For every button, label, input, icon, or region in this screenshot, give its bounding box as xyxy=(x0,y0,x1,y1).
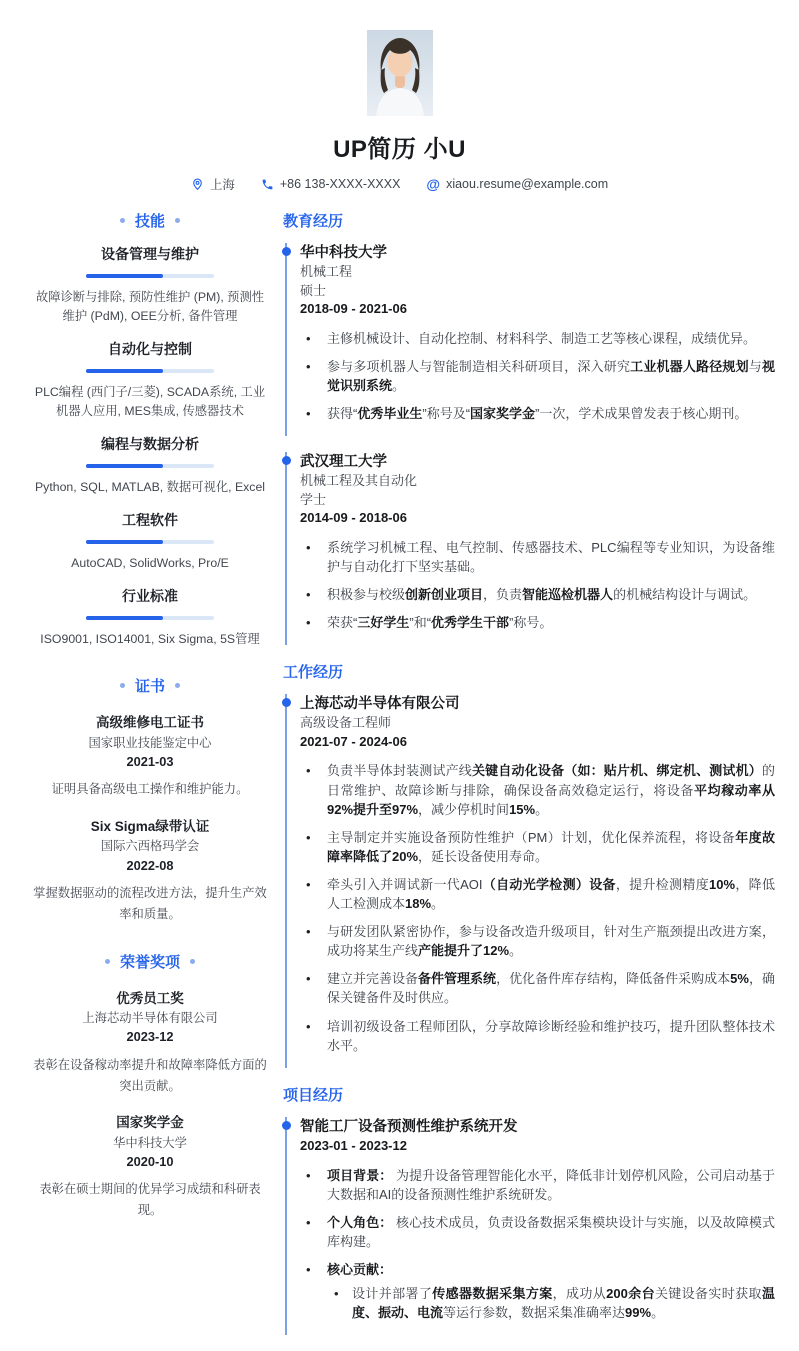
bullet-item: • 获得“优秀毕业生”称号及“国家奖学金”一次，学术成果曾发表于核心期刊。 xyxy=(300,404,775,423)
bullet-list xyxy=(300,1166,775,1323)
bullet-item: • 主修机械设计、自动化控制、材料科学、制造工艺等核心课程，成绩优异。 xyxy=(300,329,775,348)
school-name: 武汉理工大学 xyxy=(300,454,387,471)
skill-level-fill xyxy=(86,540,163,544)
certificate-name: 高级维修电工证书 xyxy=(96,715,204,731)
sidebar xyxy=(30,208,270,1221)
certificates-section-title xyxy=(30,675,270,696)
bullet-item: • 培训初级设备工程师团队，分享故障诊断经验和维护技巧，提升团队整体技术水平。 xyxy=(300,1017,775,1055)
bullet-item: • 主导制定并实施设备预防性维护（PM）计划，优化保养流程，将设备年度故障率降低了20%，延长设备使用寿命。 xyxy=(300,828,775,866)
skill-group xyxy=(30,434,270,497)
honor-issuer: 华中科技大学 xyxy=(113,1135,187,1150)
work-section-title: 工作经历 xyxy=(283,664,344,682)
degree: 学士 xyxy=(300,491,327,507)
location-pin-icon xyxy=(191,178,204,191)
sub-bullet-list xyxy=(327,1284,775,1322)
skill-group xyxy=(30,339,270,421)
skill-level-fill xyxy=(86,274,163,278)
skill-name: 编程与数据分析 xyxy=(101,436,199,453)
date-range: 2023-01 - 2023-12 xyxy=(300,1138,407,1154)
certificate-issuer: 国际六西格玛学会 xyxy=(100,839,200,854)
bullet-item: • 积极参与校级创新创业项目，负责智能巡检机器人的机械结构设计与调试。 xyxy=(300,585,775,604)
honors-section-title-text: 荣誉奖项 xyxy=(119,953,180,971)
bullet-item: • 项目背景： 为提升设备管理智能化水平，降低非计划停机风险，公司启动基于大数据和AI的设备预测性维护系统研发。 xyxy=(300,1166,775,1204)
honors-section-title xyxy=(30,951,270,972)
bullet-list xyxy=(300,538,775,632)
certificate-name: Six Sigma绿带认证 xyxy=(90,819,210,835)
dot-decoration-icon xyxy=(120,218,125,223)
contact-location-text: 上海 xyxy=(209,178,235,192)
project-name: 智能工厂设备预测性维护系统开发 xyxy=(300,1118,518,1135)
content-columns xyxy=(0,193,799,1351)
job-title: 高级设备工程师 xyxy=(300,715,392,731)
major: 机械工程 xyxy=(300,264,353,280)
contact-location xyxy=(191,175,235,193)
bullet-label: 核心贡献： xyxy=(327,1262,393,1277)
dot-decoration-icon xyxy=(175,218,180,223)
school-name: 华中科技大学 xyxy=(300,245,387,261)
skills-section-title xyxy=(30,210,270,231)
skill-group xyxy=(30,510,270,573)
honor-name: 优秀员工奖 xyxy=(116,990,184,1006)
honor-item xyxy=(30,989,270,1097)
major: 机械工程及其自动化 xyxy=(300,473,418,489)
contact-row xyxy=(0,175,799,193)
skill-level-fill xyxy=(86,369,163,373)
work-section xyxy=(283,661,775,1068)
certificates-section xyxy=(30,675,270,924)
certificate-item xyxy=(30,817,270,925)
bullet-list xyxy=(300,761,775,1054)
main-column xyxy=(283,208,775,1351)
sub-bullet-item: • 设计并部署了传感器数据采集方案，成功从200余台关键设备实时获取温度、振动、电流等运行参数，数据采集准确率达99%。 xyxy=(327,1284,775,1322)
date-range: 2021-07 - 2024-06 xyxy=(300,733,407,749)
honor-description: 表彰在硕士期间的优异学习成绩和科研表现。 xyxy=(39,1182,261,1218)
bullet-item xyxy=(300,1260,775,1322)
work-entry xyxy=(285,694,775,1068)
honor-issuer: 上海芯动半导体有限公司 xyxy=(82,1011,218,1025)
certificate-date: 2022-08 xyxy=(126,857,174,873)
contact-email-text: xiaou.resume@example.com xyxy=(446,177,609,191)
skill-level-bar xyxy=(86,616,214,620)
education-section xyxy=(283,210,775,645)
bullet-item: • 牵头引入并调试新一代AOI（自动光学检测）设备，提升检测精度10%，降低人工检测成本18%。 xyxy=(300,875,775,913)
honor-description: 表彰在设备稼动率提升和故障率降低方面的突出贡献。 xyxy=(33,1057,267,1093)
skill-group xyxy=(30,244,270,326)
honor-date: 2020-10 xyxy=(126,1154,174,1170)
skill-level-bar xyxy=(86,464,214,468)
date-range: 2018-09 - 2021-06 xyxy=(300,301,407,317)
certificate-description: 掌握数据驱动的流程改进方法，提升生产效率和质量。 xyxy=(33,885,267,921)
skill-name: 自动化与控制 xyxy=(108,341,192,358)
skill-group xyxy=(30,586,270,649)
honors-section xyxy=(30,951,270,1221)
bullet-item: • 负责半导体封装测试产线关键自动化设备（如：贴片机、绑定机、测试机）的日常维护、故障诊断与排除，确保设备高效稳定运行，将设备平均稼动率从92%提升至97%，减少停机时间15%。 xyxy=(300,761,775,818)
skill-items: Python, SQL, MATLAB, 数据可视化, Excel xyxy=(34,480,266,495)
bullet-item: • 建立并完善设备备件管理系统，优化备件库存结构，降低备件采购成本5%，确保关键备件及时供应。 xyxy=(300,969,775,1007)
certificate-date: 2021-03 xyxy=(126,754,174,770)
skills-section xyxy=(30,210,270,649)
bullet-list xyxy=(300,329,775,423)
dot-decoration-icon xyxy=(120,683,125,688)
phone-icon xyxy=(261,178,274,191)
at-icon: @ xyxy=(426,176,441,192)
education-section-title: 教育经历 xyxy=(283,213,344,230)
honor-date: 2023-12 xyxy=(126,1029,174,1045)
skill-items: 故障诊断与排除, 预防性维护 (PM), 预测性维护 (PdM), OEE分析, 备件管理 xyxy=(35,290,265,324)
bullet-item: • 个人角色： 核心技术成员，负责设备数据采集模块设计与实施，以及故障模式库构建。 xyxy=(300,1213,775,1251)
skill-name: 工程软件 xyxy=(122,512,178,529)
education-entry xyxy=(285,452,775,645)
contact-email xyxy=(426,177,608,191)
contact-phone-text: +86 138-XXXX-XXXX xyxy=(279,177,401,191)
skill-level-bar xyxy=(86,540,214,544)
bullet-item: • 荣获“三好学生”和“优秀学生干部”称号。 xyxy=(300,613,775,632)
certificate-description: 证明具备高级电工操作和维护能力。 xyxy=(51,782,249,797)
dot-decoration-icon xyxy=(105,959,110,964)
honor-item xyxy=(30,1113,270,1221)
skill-level-fill xyxy=(86,464,163,468)
education-entry xyxy=(285,243,775,436)
contact-phone xyxy=(261,177,401,191)
skill-name: 设备管理与维护 xyxy=(101,246,199,262)
bullet-item: • 系统学习机械工程、电气控制、传感器技术、PLC编程等专业知识，为设备维护与自动化打下坚实基础。 xyxy=(300,538,775,576)
degree: 硕士 xyxy=(300,282,327,298)
skill-items: ISO9001, ISO14001, Six Sigma, 5S管理 xyxy=(40,632,260,647)
avatar-illustration xyxy=(367,30,433,116)
company-name: 上海芯动半导体有限公司 xyxy=(300,696,460,713)
dot-decoration-icon xyxy=(190,959,195,964)
skill-items: AutoCAD, SolidWorks, Pro/E xyxy=(71,556,229,571)
certificate-issuer: 国家职业技能鉴定中心 xyxy=(88,735,212,750)
date-range: 2014-09 - 2018-06 xyxy=(300,510,407,526)
honor-name: 国家奖学金 xyxy=(116,1115,184,1131)
bullet-item: • 与研发团队紧密协作，参与设备改造升级项目，针对生产瓶颈提出改进方案，成功将某生产线产能提升了12%。 xyxy=(300,922,775,960)
avatar xyxy=(367,30,433,116)
skill-level-bar xyxy=(86,369,214,373)
page-title: UP简历 小U xyxy=(333,136,466,163)
projects-section xyxy=(283,1084,775,1336)
skill-level-fill xyxy=(86,616,163,620)
projects-section-title: 项目经历 xyxy=(283,1086,344,1104)
certificate-item xyxy=(30,713,270,800)
certificates-section-title-text: 证书 xyxy=(134,678,165,696)
skills-section-title-text: 技能 xyxy=(134,213,165,230)
dot-decoration-icon xyxy=(175,683,180,688)
project-entry xyxy=(285,1117,775,1336)
skill-items: PLC编程 (西门子/三菱), SCADA系统, 工业机器人应用, MES集成, 传感器技术 xyxy=(34,385,266,419)
skill-level-bar xyxy=(86,274,214,278)
bullet-item: • 参与多项机器人与智能制造相关科研项目，深入研究工业机器人路径规划与视觉识别系统。 xyxy=(300,357,775,395)
skill-name: 行业标准 xyxy=(122,588,178,605)
resume-header xyxy=(0,0,799,193)
